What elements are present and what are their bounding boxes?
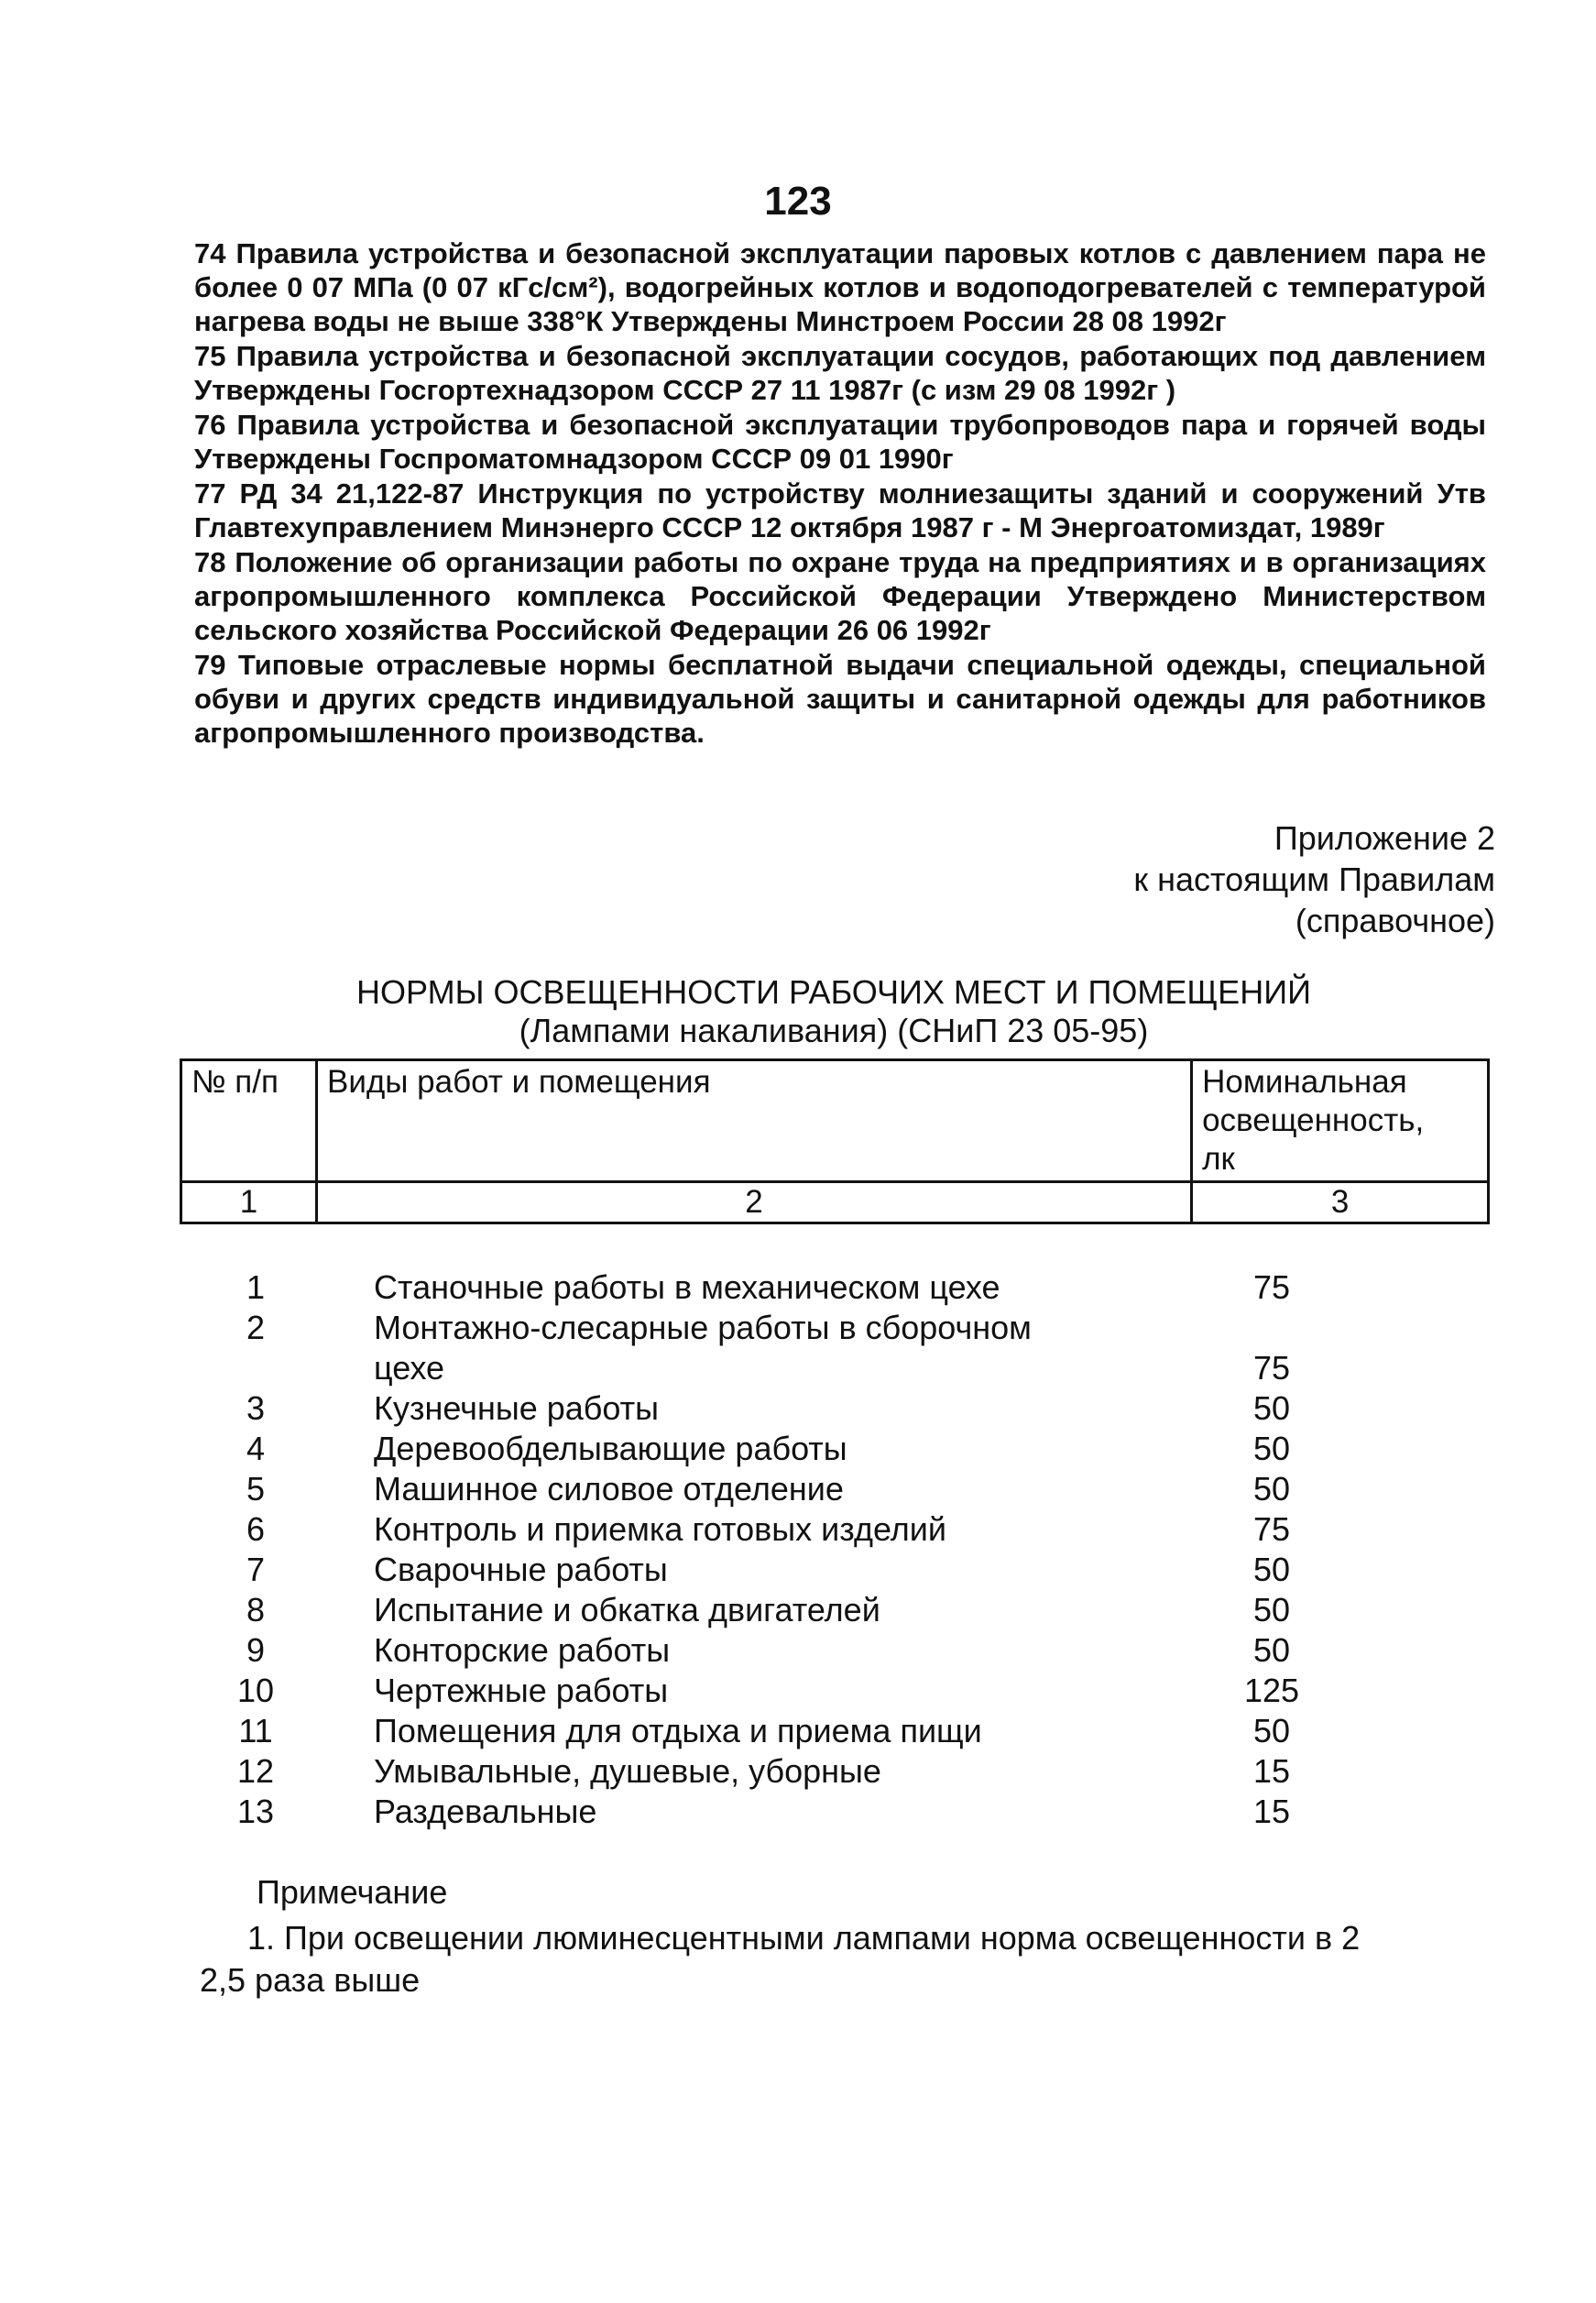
row-work-type: Машинное силовое отделение [374, 1470, 844, 1508]
row-work-type: Помещения для отдыха и приема пищи [374, 1712, 982, 1749]
table-row [211, 1348, 1383, 1388]
table-row [211, 1751, 1383, 1792]
note-text-line-1: 1. При освещении люминесцентными лампами норма освещенности в 2 [247, 1919, 1361, 1957]
table-row [211, 1469, 1383, 1509]
note-heading: Примечание [257, 1873, 448, 1911]
row-illuminance: 50 [1252, 1631, 1291, 1669]
row-illuminance: 15 [1252, 1752, 1291, 1790]
header-col-illuminance [1192, 1060, 1489, 1182]
row-work-type: Кузнечные работы [374, 1389, 659, 1427]
row-number: 6 [246, 1510, 266, 1548]
row-number: 12 [236, 1752, 275, 1790]
row-illuminance: 75 [1252, 1268, 1291, 1306]
reference-item-76: 76 Правила устройства и безопасной эксплуатации трубопроводов пара и горячей воды Утверждены Госпроматомнадзором СССР 09 01 1990г [194, 409, 1486, 475]
row-illuminance: 50 [1252, 1551, 1291, 1588]
reference-item-78: 78 Положение об организации работы по охране труда на предприятиях и в организациях агропромышленного комплекса Российской Федерации Утверждено Министерством сельского хозяйства Российской Федерации 26 06 1992г [194, 546, 1486, 646]
header-col-illuminance-line-2: освещенность, [1202, 1102, 1425, 1138]
table-body [211, 1267, 1383, 1832]
appendix-line-2: к настоящим Правилам [1133, 861, 1495, 898]
row-work-type: Контроль и приемка готовых изделий [374, 1510, 947, 1548]
table-header [180, 1058, 1490, 1224]
reference-item-74: 74 Правила устройства и безопасной эксплуатации паровых котлов с давлением пара не более 0 07 МПа (0 07 кГс/см²), водогрейных котлов и водоподогревателей с температурой нагрева воды не выше 338°К Утверждены Минстроем России 28 08 1992г [194, 237, 1486, 337]
note-text-line-2: 2,5 раза выше [200, 1961, 421, 1999]
table-row [211, 1792, 1383, 1832]
column-number-1: 1 [181, 1182, 317, 1223]
row-illuminance: 50 [1252, 1389, 1291, 1427]
row-illuminance: 50 [1252, 1712, 1291, 1749]
row-work-type: Умывальные, душевые, уборные [374, 1752, 881, 1790]
row-illuminance: 75 [1252, 1510, 1291, 1548]
row-illuminance: 50 [1252, 1430, 1291, 1467]
header-row [181, 1060, 1489, 1182]
table-row [211, 1630, 1383, 1671]
appendix-label [1133, 817, 1495, 941]
row-work-type: Чертежные работы [374, 1672, 669, 1709]
table-title [183, 973, 1484, 1050]
table-row [211, 1267, 1383, 1308]
column-number-3: 3 [1192, 1182, 1489, 1223]
table-row [211, 1388, 1383, 1429]
row-number: 2 [246, 1309, 266, 1346]
table-row [211, 1308, 1383, 1348]
appendix-line-3: (справочное) [1295, 902, 1495, 939]
row-number: 11 [238, 1712, 273, 1749]
row-illuminance: 75 [1252, 1349, 1291, 1387]
row-work-type: Станочные работы в механическом цехе [374, 1268, 1000, 1306]
table-title-sub: (Лампами накаливания) (СНиП 23 05-95) [519, 1012, 1149, 1049]
table-row [211, 1550, 1383, 1590]
row-number: 4 [246, 1430, 266, 1467]
table-row [211, 1590, 1383, 1630]
table-row [211, 1711, 1383, 1751]
header-col-number: № п/п [181, 1060, 317, 1182]
row-illuminance: 125 [1243, 1672, 1300, 1709]
row-illuminance: 50 [1252, 1591, 1291, 1629]
row-number: 7 [246, 1551, 266, 1588]
header-col-illuminance-line-3: лк [1202, 1141, 1235, 1177]
row-number: 5 [246, 1470, 266, 1508]
reference-item-75: 75 Правила устройства и безопасной эксплуатации сосудов, работающих под давлением Утверждены Госгортехнадзором СССР 27 11 1987г (с изм 29 08 1992г ) [194, 340, 1486, 406]
header-col-work-type: Виды работ и помещения [316, 1060, 1191, 1182]
row-work-type: Деревообделывающие работы [374, 1430, 847, 1467]
column-number-row [181, 1182, 1489, 1223]
page-number: 123 [764, 179, 832, 224]
row-number: 8 [246, 1591, 266, 1629]
table-row [211, 1429, 1383, 1469]
row-work-type: Монтажно-слесарные работы в сборочном [374, 1309, 1032, 1346]
row-work-type: Конторские работы [374, 1631, 671, 1669]
header-col-illuminance-line-1: Номинальная [1202, 1064, 1407, 1100]
reference-item-79: 79 Типовые отраслевые нормы бесплатной выдачи специальной одежды, специальной обуви и других средств индивидуальной защиты и санитарной одежды для работников агропромышленного производства. [194, 649, 1486, 749]
row-number: 1 [246, 1268, 266, 1306]
row-number: 13 [236, 1793, 275, 1830]
row-work-type: Сварочные работы [374, 1551, 668, 1588]
row-work-type: Испытание и обкатка двигателей [374, 1591, 880, 1629]
row-illuminance: 50 [1252, 1470, 1291, 1508]
note-section [200, 1871, 1484, 1999]
appendix-line-1: Приложение 2 [1274, 819, 1495, 857]
row-illuminance: 15 [1252, 1793, 1291, 1830]
reference-item-77: 77 РД 34 21,122-87 Инструкция по устройству молниезащиты зданий и сооружений Утв Главтехуправлением Минэнерго СССР 12 октября 1987 г - М Энергоатомиздат, 1989г [194, 477, 1486, 543]
table-row [211, 1509, 1383, 1550]
table-title-main: НОРМЫ ОСВЕЩЕННОСТИ РАБОЧИХ МЕСТ И ПОМЕЩЕНИЙ [356, 973, 1311, 1011]
row-work-type: Раздевальные [374, 1793, 597, 1830]
row-work-type: цехе [374, 1349, 445, 1387]
column-number-2: 2 [316, 1182, 1191, 1223]
references-list [194, 236, 1486, 751]
table-row [211, 1671, 1383, 1711]
row-number: 9 [246, 1631, 266, 1669]
row-number: 3 [246, 1389, 266, 1427]
row-number: 10 [236, 1672, 275, 1709]
